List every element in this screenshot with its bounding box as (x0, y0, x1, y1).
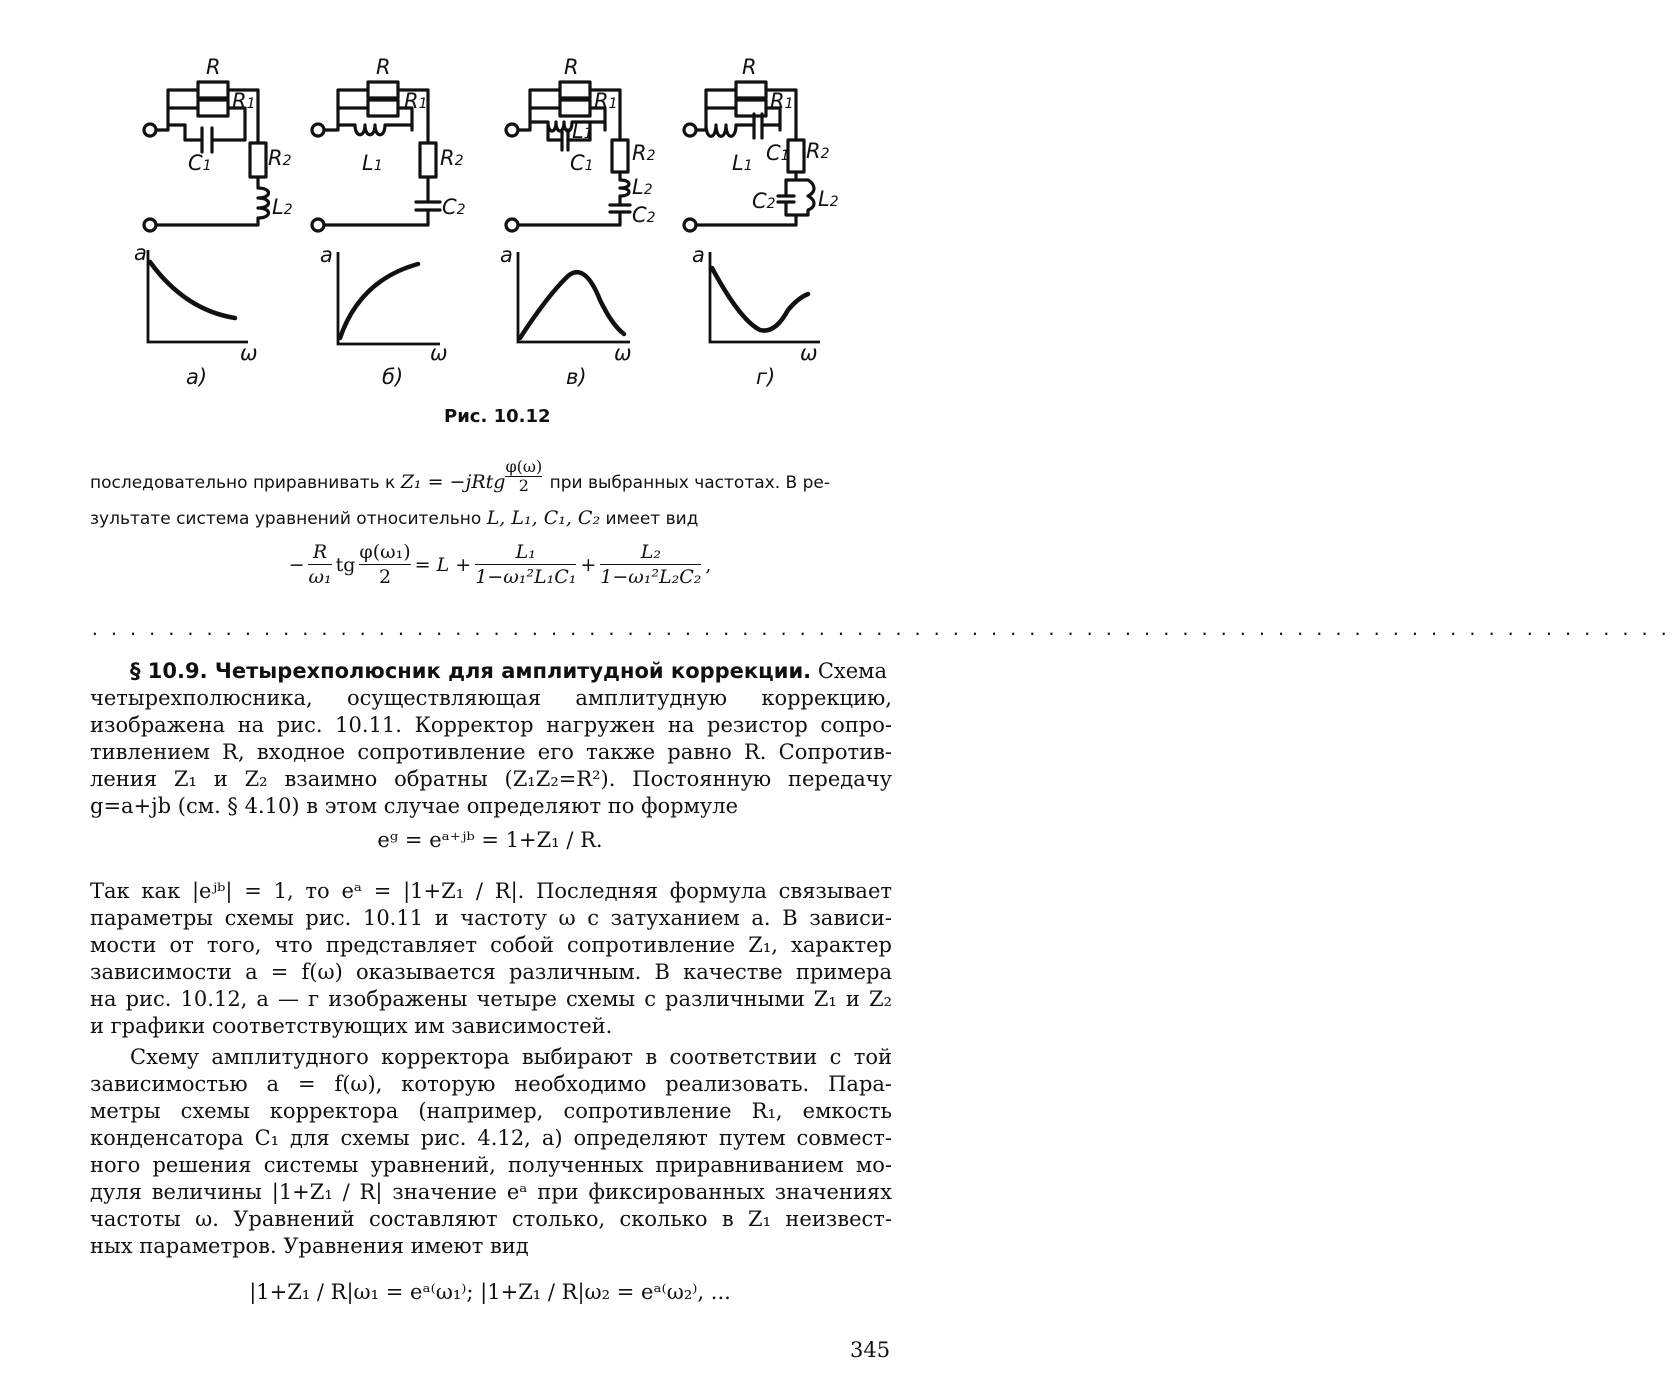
equation-3: |1+Z₁ / R|ω₁ = eᵃ⁽ω₁⁾; |1+Z₁ / R|ω₂ = eᵃ⁽ω₂⁾, ... (249, 1280, 731, 1304)
label-L1: L1 (572, 119, 593, 143)
text-line: мости от того, что представляет собой сопротивление Z₁, характер (90, 933, 892, 957)
text-line: частоты ω. Уравнений составляют столько, сколько в Z₁ неизвест- (90, 1207, 892, 1231)
section-title-line: § 10.9. Четырехполюсник для амплитудной коррекции. Схема (130, 659, 888, 683)
label-R: R (206, 55, 221, 79)
text-line: дуля величины |1+Z₁ / R| значение eᵃ при фиксированных значениях (90, 1180, 892, 1204)
axis-x-label: ω (614, 341, 632, 365)
text-line: на рис. 10.12, a — г изображены четыре схемы с различными Z₁ и Z₂ (90, 987, 892, 1011)
axis-y-label: a (134, 241, 147, 265)
label-R1: R1 (232, 89, 256, 113)
paragraph-3 (90, 878, 892, 1040)
p1-line2: зультате система уравнений относительно L, L₁, C₁, C₂ имеет вид (90, 507, 699, 529)
text-line: конденсатора C₁ для схемы рис. 4.12, a) определяют путем совмест- (90, 1126, 892, 1150)
label-C1: C1 (570, 151, 594, 175)
axis-y-label: a (320, 243, 333, 267)
text-line: Так как |eʲᵇ| = 1, то eᵃ = |1+Z₁ / R|. Последняя формула связывает (90, 879, 892, 903)
text-line: зависимостью a = f(ω), которую необходимо реализовать. Пара- (90, 1072, 892, 1096)
figure-caption: Рис. 10.12 (444, 406, 551, 427)
label-R1: R1 (404, 89, 428, 113)
label-R1: R1 (594, 89, 618, 113)
label-C2: C2 (632, 203, 656, 227)
equation-2: eᵍ = eᵃ⁺ʲᵇ = 1+Z₁ / R. (377, 828, 603, 852)
label-R: R (742, 55, 757, 79)
curve-b (340, 264, 418, 338)
panel-label-v: в) (566, 365, 587, 389)
text-line: ных параметров. Уравнения имеют вид (90, 1234, 529, 1258)
circuit-b (312, 55, 466, 231)
text-line: зависимости a = f(ω) оказывается различным. В качестве примера (90, 960, 892, 984)
axis-x-label: ω (240, 341, 258, 365)
text-line: метры схемы корректора (например, сопротивление R₁, емкость (90, 1099, 892, 1123)
graph-b (320, 243, 448, 389)
label-L1: L1 (732, 151, 753, 175)
text-line: тивлением R, входное сопротивление его также равно R. Сопротив- (90, 740, 892, 764)
label-R1: R1 (770, 89, 794, 113)
figure-10-12 (0, 0, 982, 440)
axis-y-label: a (500, 243, 513, 267)
p1-line1: последовательно приравнивать к Z₁ = −jRtg $\frac{\varphi(\omega)}{2}$ при выбранных частотах. В ре- (90, 456, 830, 495)
text-line: четырехполюсника, осуществляющая амплитудную коррекцию, (90, 686, 892, 710)
label-C2: C2 (442, 195, 466, 219)
text-line: ления Z₁ и Z₂ взаимно обратны (Z₁Z₂=R²). Постоянную передачу (90, 767, 892, 791)
label-C2: C2 (752, 189, 776, 213)
graph-g (692, 243, 820, 389)
panel-label-g: г) (756, 365, 776, 389)
text-line: Схему амплитудного корректора выбирают в соответствии с той (130, 1045, 892, 1069)
curve-g (712, 268, 808, 331)
text-line: и графики соответствующих им зависимостей. (90, 1014, 613, 1038)
label-L2: L2 (818, 187, 839, 211)
label-L2: L2 (272, 195, 293, 219)
curve-v (520, 272, 624, 338)
axis-x-label: ω (430, 341, 448, 365)
curve-a (150, 262, 235, 318)
label-C1: C1 (188, 151, 212, 175)
label-R: R (564, 55, 579, 79)
axis-y-label: a (692, 243, 705, 267)
dotted-separator: ................................................................................... (90, 620, 1678, 639)
equation-1: − $\frac{R}{\text{ω₁}}$ tg $\frac{\text{φ(ω₁)}}{2}$ = L + $\frac{\text{L₁}}{\text{1−ω₁²L₁C₁}}$ + $\frac{\text{L₂}}{\text{1−ω₁²L₂C₂}}$ , (288, 541, 712, 588)
circuit-v (506, 55, 656, 231)
section-10-9 (90, 658, 892, 820)
circuit-a (144, 55, 293, 231)
text-line: параметры схемы рис. 10.11 и частоту ω с затуханием a. В зависи- (90, 906, 892, 930)
label-L2: L2 (632, 175, 653, 199)
label-R2: R2 (268, 146, 292, 170)
circuit-g (684, 55, 839, 231)
panel-label-b: б) (382, 365, 404, 389)
label-L1: L1 (362, 151, 383, 175)
paragraph-4 (90, 1044, 892, 1260)
graph-v (500, 243, 632, 389)
panel-label-a: а) (186, 365, 208, 389)
graph-a (134, 241, 258, 389)
label-R: R (376, 55, 391, 79)
label-R2: R2 (806, 139, 830, 163)
text-line: g=a+jb (см. § 4.10) в этом случае определяют по формуле (90, 794, 739, 818)
section-title: § 10.9. Четырехполюсник для амплитудной коррекции. (130, 659, 812, 683)
axis-x-label: ω (800, 341, 818, 365)
text-line: ного решения системы уравнений, полученных приравниванием мо- (90, 1153, 892, 1177)
label-R2: R2 (632, 141, 656, 165)
page-number: 345 (850, 1338, 891, 1362)
text-line: изображена на рис. 10.11. Корректор нагружен на резистор сопро- (90, 713, 892, 737)
label-R2: R2 (440, 146, 464, 170)
label-C1: C1 (766, 141, 790, 165)
